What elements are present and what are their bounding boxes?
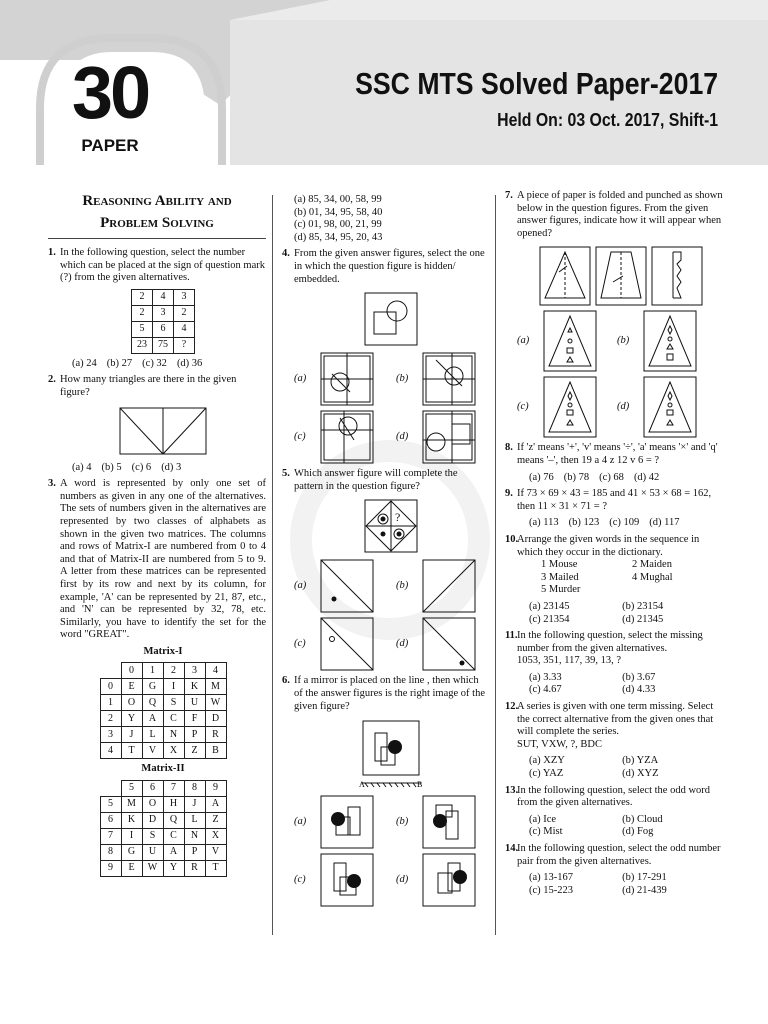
option-b[interactable]: (b) 23154 bbox=[622, 600, 664, 612]
matrix-cell: M bbox=[205, 679, 226, 695]
page-subtitle: Held On: 03 Oct. 2017, Shift-1 bbox=[497, 110, 718, 130]
mirror-b-label: B bbox=[417, 780, 423, 790]
option-a[interactable]: (a) 3.33 bbox=[529, 671, 562, 683]
matrix-header-cell: 4 bbox=[100, 743, 121, 759]
number-series: 1053, 351, 117, 39, 13, ? bbox=[517, 655, 622, 667]
matrix-cell: Y bbox=[163, 861, 184, 877]
matrix-cell: E bbox=[121, 679, 142, 695]
matrix-cell: N bbox=[184, 829, 205, 845]
matrix-cell: A bbox=[163, 845, 184, 861]
fold-figure-3 bbox=[651, 246, 703, 306]
option-a[interactable]: (a) 13-167 bbox=[529, 872, 574, 884]
number-grid bbox=[131, 289, 195, 354]
question-number: 5. bbox=[282, 468, 290, 480]
section-title-line2: Problem Solving bbox=[100, 215, 214, 231]
matrix-cell: N bbox=[163, 727, 184, 743]
option-c-label: (c) bbox=[294, 638, 306, 650]
answer-options bbox=[72, 462, 266, 475]
fold-question-figures bbox=[539, 246, 723, 306]
option-a-label: (a) bbox=[517, 335, 530, 347]
grid-cell: 4 bbox=[174, 321, 195, 337]
option-d[interactable]: (d) 4.33 bbox=[622, 684, 656, 696]
option-a-label: (a) bbox=[294, 815, 307, 827]
matrix-cell: Q bbox=[142, 695, 163, 711]
option-d[interactable]: (d) 3 bbox=[161, 461, 182, 473]
question-number: 1. bbox=[48, 247, 56, 258]
matrix-header-cell: 5 bbox=[100, 797, 121, 813]
grid-cell: 3 bbox=[153, 305, 174, 321]
option-b[interactable]: (b) Cloud bbox=[622, 813, 663, 825]
answer-figure-d[interactable] bbox=[422, 853, 476, 907]
question-number: 11. bbox=[505, 630, 518, 642]
matrix-header-cell: 7 bbox=[163, 781, 184, 797]
matrix-cell: C bbox=[163, 829, 184, 845]
answer-options bbox=[529, 755, 723, 780]
matrix-cell: L bbox=[142, 727, 163, 743]
matrix-header-cell: 1 bbox=[142, 663, 163, 679]
option-a[interactable]: (a) 4 bbox=[72, 461, 92, 473]
question-text: If 73 × 69 × 43 = 185 and 41 × 53 × 68 = 162, then 11 × 31 × 71 = ? bbox=[517, 488, 712, 512]
matrix-cell: C bbox=[163, 711, 184, 727]
matrix-cell: Z bbox=[184, 743, 205, 759]
option-d-label: (d) bbox=[396, 873, 409, 885]
matrix-cell: V bbox=[205, 845, 226, 861]
matrix-header-cell: 2 bbox=[100, 711, 121, 727]
matrix-header-cell: 6 bbox=[142, 781, 163, 797]
matrix-cell: S bbox=[163, 695, 184, 711]
option-a-label: (a) bbox=[294, 580, 307, 592]
option-d[interactable]: (d) 21345 bbox=[622, 613, 664, 625]
word-item: 1 Mouse bbox=[541, 559, 578, 571]
matrix-cell: E bbox=[121, 861, 142, 877]
matrix-header-cell bbox=[100, 663, 121, 679]
grid-cell: 6 bbox=[153, 321, 174, 337]
question-text: In the following question, select the number which can be placed at the sign of question mark (?) from the given alternatives. bbox=[60, 247, 265, 284]
question-text: In the following question, select the missing number from the given alternatives. bbox=[517, 630, 703, 654]
question-number: 3. bbox=[48, 478, 56, 490]
word-item: 3 Mailed bbox=[541, 571, 579, 583]
question-number: 2. bbox=[48, 374, 56, 386]
matrix-cell: D bbox=[142, 813, 163, 829]
matrix-header-cell: 8 bbox=[184, 781, 205, 797]
question-number: 7. bbox=[505, 190, 513, 201]
answer-figures-row bbox=[294, 410, 488, 464]
question-text: A piece of paper is folded and punched as shown below in the question figures. From the given answer figures, indicate how it will appear when opened? bbox=[517, 190, 723, 239]
question-number: 14. bbox=[505, 843, 519, 854]
option-a-label: (a) bbox=[294, 372, 307, 384]
triangle-figure bbox=[118, 406, 208, 456]
fold-figure-2 bbox=[595, 246, 647, 306]
matrix-cell: D bbox=[205, 711, 226, 727]
question-text: If a mirror is placed on the line , then which of the answer figures is the right image of the given figure? bbox=[294, 675, 485, 712]
option-c[interactable]: (c) 15-223 bbox=[529, 884, 574, 896]
matrix-2 bbox=[100, 780, 227, 877]
matrix-cell: X bbox=[163, 743, 184, 759]
paper-number: 30 bbox=[71, 51, 149, 134]
option-c[interactable]: (c) 4.67 bbox=[529, 684, 562, 696]
matrix-cell: K bbox=[121, 813, 142, 829]
question-6 bbox=[282, 675, 488, 907]
grid-cell: ? bbox=[174, 337, 195, 353]
option-d[interactable]: (d) Fog bbox=[622, 826, 654, 838]
answer-figure-a[interactable] bbox=[320, 352, 374, 406]
option-c-label: (c) bbox=[517, 401, 529, 413]
answer-figures-row bbox=[294, 617, 488, 671]
answer-figure-b[interactable] bbox=[422, 795, 476, 849]
answer-figure-b[interactable] bbox=[422, 559, 476, 613]
matrix-cell: K bbox=[184, 679, 205, 695]
option-c[interactable]: (c) YAZ bbox=[529, 768, 564, 780]
matrix-header-cell bbox=[100, 781, 121, 797]
matrix-cell: F bbox=[184, 711, 205, 727]
section-title-line1: Reasoning Ability and bbox=[82, 193, 232, 209]
answer-figure-a[interactable] bbox=[320, 559, 374, 613]
column-1 bbox=[48, 190, 266, 881]
matrix-cell: T bbox=[205, 861, 226, 877]
answer-figure-d[interactable] bbox=[643, 376, 697, 438]
matrix-header-cell: 7 bbox=[100, 829, 121, 845]
matrix-cell: G bbox=[121, 845, 142, 861]
answer-figure-b[interactable] bbox=[643, 310, 697, 372]
matrix-header-cell: 3 bbox=[184, 663, 205, 679]
question-14 bbox=[505, 843, 723, 897]
word-list bbox=[541, 559, 723, 597]
option-b[interactable]: (b) YZA bbox=[622, 755, 659, 767]
matrix-cell: P bbox=[184, 727, 205, 743]
matrix-header-cell: 9 bbox=[100, 861, 121, 877]
question-1 bbox=[48, 247, 266, 370]
answer-options bbox=[529, 672, 723, 697]
column-divider bbox=[272, 195, 273, 935]
question-mark: ? bbox=[395, 510, 401, 525]
answer-options bbox=[529, 601, 723, 626]
question-text: If 'z' means '+', 'v' means '÷', 'a' means '×' and 'q' means '–', then 19 a 4 z 12 v 6 = ? bbox=[517, 442, 718, 466]
option-b[interactable]: (b) 123 bbox=[568, 517, 600, 529]
answer-options bbox=[529, 472, 723, 485]
option-a[interactable]: (a) 113 bbox=[529, 517, 559, 529]
matrix-cell: Y bbox=[121, 711, 142, 727]
matrix-cell: H bbox=[163, 797, 184, 813]
mirror-a-label: A bbox=[359, 780, 365, 790]
answer-figure-a[interactable] bbox=[543, 310, 597, 372]
option-c-label: (c) bbox=[294, 430, 306, 442]
question-text: In the following question, select the odd number pair from the given alternatives. bbox=[517, 843, 721, 867]
matrix-header-cell: 6 bbox=[100, 813, 121, 829]
matrix-cell: R bbox=[205, 727, 226, 743]
answer-options bbox=[72, 358, 266, 371]
matrix-cell: Z bbox=[205, 813, 226, 829]
matrix-cell: X bbox=[205, 829, 226, 845]
question-4 bbox=[282, 248, 488, 464]
question-number: 9. bbox=[505, 488, 513, 500]
question-number: 4. bbox=[282, 248, 290, 260]
answer-figure-c[interactable] bbox=[320, 410, 374, 464]
matrix-cell: S bbox=[142, 829, 163, 845]
option-d-label: (d) bbox=[396, 430, 409, 442]
option-b[interactable]: (b) 27 bbox=[106, 357, 133, 369]
mirror-question-figure bbox=[359, 719, 423, 789]
section-title bbox=[48, 190, 266, 239]
paper-label: PAPER bbox=[81, 136, 139, 155]
answer-figures-row bbox=[294, 559, 488, 613]
page-header bbox=[0, 0, 768, 170]
answer-options bbox=[529, 814, 723, 839]
question-text: How many triangles are there in the given figure? bbox=[60, 374, 237, 398]
answer-figures-row bbox=[517, 310, 723, 372]
matrix-cell: A bbox=[142, 711, 163, 727]
matrix-header-cell: 0 bbox=[121, 663, 142, 679]
option-c[interactable]: (c) 32 bbox=[142, 357, 167, 369]
word-item: 2 Maiden bbox=[632, 559, 672, 571]
matrix-header-cell: 1 bbox=[100, 695, 121, 711]
answer-figures-row bbox=[294, 352, 488, 406]
option-a[interactable]: (a) 85, 34, 00, 58, 99 bbox=[294, 194, 382, 205]
grid-cell: 5 bbox=[132, 321, 153, 337]
answer-figure-d[interactable] bbox=[422, 617, 476, 671]
question-figure bbox=[364, 292, 418, 346]
word-item: 4 Mughal bbox=[632, 571, 673, 583]
question-text: A word is represented by only one set of numbers as given in any one of the alternatives. The sets of numbers given in the alternatives are represented by two classes of alphabets as shown in the given two matrices. The columns and rows of Matrix-I are numbered from 0 to 4 and that of Matrix-II are numbered from 5 to 9. A letter from these matrices can be represented first by its row and next by its column, for example, 'A' can be represented by 21, 87, etc., and 'N' can be represented by 32, 78, etc. Similarly, you have to identify the set for the word "GREAT". bbox=[60, 478, 266, 641]
answer-figures-row bbox=[517, 376, 723, 438]
answer-options bbox=[529, 517, 723, 530]
answer-figures-row bbox=[294, 853, 488, 907]
option-d[interactable]: (d) 117 bbox=[649, 517, 680, 529]
grid-cell: 2 bbox=[132, 305, 153, 321]
question-10 bbox=[505, 534, 723, 626]
matrix-cell: B bbox=[205, 743, 226, 759]
option-a[interactable]: (a) Ice bbox=[529, 813, 557, 825]
matrix-cell: T bbox=[121, 743, 142, 759]
matrix-cell: A bbox=[205, 797, 226, 813]
option-a[interactable]: (a) XZY bbox=[529, 755, 565, 767]
option-c[interactable]: (c) 21354 bbox=[529, 613, 570, 625]
question-text: Which answer figure will complete the pattern in the question figure? bbox=[294, 468, 458, 492]
column-divider bbox=[495, 195, 496, 935]
option-b-label: (b) bbox=[617, 335, 630, 347]
answer-figure-c[interactable] bbox=[320, 617, 374, 671]
option-d[interactable]: (d) 85, 34, 95, 20, 43 bbox=[294, 231, 383, 243]
matrix-cell: W bbox=[205, 695, 226, 711]
question-number: 12. bbox=[505, 701, 519, 713]
question-number: 13. bbox=[505, 784, 519, 796]
grid-cell: 2 bbox=[132, 289, 153, 305]
grid-cell: 2 bbox=[174, 305, 195, 321]
matrix-cell: U bbox=[142, 845, 163, 861]
question-text: A series is given with one term missing. Select the correct alternative from the given ones that will complete the series. bbox=[517, 701, 714, 738]
column-3 bbox=[505, 190, 723, 901]
question-number: 6. bbox=[282, 675, 290, 687]
column-2 bbox=[282, 190, 488, 911]
matrix-header-cell: 8 bbox=[100, 845, 121, 861]
question-12 bbox=[505, 701, 723, 781]
word-item: 5 Murder bbox=[541, 584, 581, 596]
option-d[interactable]: (d) XYZ bbox=[622, 768, 659, 780]
matrix-cell: G bbox=[142, 679, 163, 695]
matrix-2-title: Matrix-II bbox=[141, 763, 185, 775]
answer-figure-a[interactable] bbox=[320, 795, 374, 849]
answer-figures-row bbox=[294, 795, 488, 849]
matrix-cell: U bbox=[184, 695, 205, 711]
grid-cell: 4 bbox=[153, 289, 174, 305]
matrix-cell: I bbox=[121, 829, 142, 845]
question-3 bbox=[48, 478, 266, 877]
matrix-cell: V bbox=[142, 743, 163, 759]
question-13 bbox=[505, 785, 723, 839]
matrix-cell: J bbox=[121, 727, 142, 743]
question-7 bbox=[505, 190, 723, 438]
question-text: In the following question, select the odd word from the given alternatives. bbox=[517, 784, 711, 809]
option-b[interactable]: (b) 5 bbox=[101, 461, 122, 473]
matrix-cell: M bbox=[121, 797, 142, 813]
option-d[interactable]: (d) 21-439 bbox=[622, 884, 667, 896]
matrix-header-cell: 4 bbox=[205, 663, 226, 679]
option-d-label: (d) bbox=[617, 401, 630, 413]
option-c[interactable]: (c) Mist bbox=[529, 826, 563, 838]
option-a[interactable]: (a) 76 bbox=[529, 471, 554, 483]
option-b-label: (b) bbox=[396, 580, 409, 592]
grid-cell: 75 bbox=[153, 337, 174, 353]
matrix-1 bbox=[100, 662, 227, 759]
matrix-cell: L bbox=[184, 813, 205, 829]
question-number: 10. bbox=[505, 533, 519, 545]
answer-figure-b[interactable] bbox=[422, 352, 476, 406]
question-8 bbox=[505, 442, 723, 484]
question-2 bbox=[48, 374, 266, 474]
option-a[interactable]: (a) 24 bbox=[72, 357, 97, 369]
option-b[interactable]: (b) 3.67 bbox=[622, 671, 656, 683]
question-text: From the given answer figures, select the one in which the question figure is hidden/ embedded. bbox=[294, 248, 485, 285]
fold-figure-1 bbox=[539, 246, 591, 306]
option-a[interactable]: (a) 23145 bbox=[529, 600, 570, 612]
question-9 bbox=[505, 488, 723, 530]
option-c[interactable]: (c) 109 bbox=[609, 517, 640, 529]
pattern-figure bbox=[364, 499, 418, 553]
option-d[interactable]: (d) 42 bbox=[633, 471, 660, 483]
matrix-cell: P bbox=[184, 845, 205, 861]
option-d-label: (d) bbox=[396, 638, 409, 650]
answer-figure-c[interactable] bbox=[320, 853, 374, 907]
question-5 bbox=[282, 468, 488, 671]
page-title: SSC MTS Solved Paper-2017 bbox=[354, 66, 718, 101]
option-d[interactable]: (d) 36 bbox=[176, 357, 203, 369]
option-c[interactable]: (c) 6 bbox=[131, 461, 152, 473]
matrix-header-cell: 2 bbox=[163, 663, 184, 679]
matrix-cell: J bbox=[184, 797, 205, 813]
matrix-cell: O bbox=[121, 695, 142, 711]
matrix-cell: R bbox=[184, 861, 205, 877]
letter-series: SUT, VXW, ?, BDC bbox=[517, 738, 602, 750]
matrix-1-title: Matrix-I bbox=[143, 645, 183, 657]
grid-cell: 23 bbox=[132, 337, 153, 353]
matrix-cell: W bbox=[142, 861, 163, 877]
option-c[interactable]: (c) 01, 98, 00, 21, 99 bbox=[294, 219, 382, 231]
matrix-header-cell: 5 bbox=[121, 781, 142, 797]
answer-figure-d[interactable] bbox=[422, 410, 476, 464]
matrix-cell: O bbox=[142, 797, 163, 813]
pattern-figure-svg bbox=[364, 499, 418, 553]
option-b[interactable]: (b) 01, 34, 95, 58, 40 bbox=[294, 206, 383, 218]
answer-options bbox=[529, 872, 723, 897]
matrix-header-cell: 9 bbox=[205, 781, 226, 797]
matrix-header-cell: 0 bbox=[100, 679, 121, 695]
question-text: Arrange the given words in the sequence in which they occur in the dictionary. bbox=[517, 533, 700, 558]
q3-answer-options bbox=[294, 194, 488, 244]
answer-figure-c[interactable] bbox=[543, 376, 597, 438]
option-c-label: (c) bbox=[294, 873, 306, 885]
question-11 bbox=[505, 630, 723, 697]
paper-badge bbox=[62, 51, 158, 156]
matrix-cell: I bbox=[163, 679, 184, 695]
option-c[interactable]: (c) 68 bbox=[599, 471, 624, 483]
option-b[interactable]: (b) 78 bbox=[563, 471, 590, 483]
option-b-label: (b) bbox=[396, 815, 409, 827]
question-number: 8. bbox=[505, 442, 513, 454]
grid-cell: 3 bbox=[174, 289, 195, 305]
option-b-label: (b) bbox=[396, 372, 409, 384]
matrix-cell: Q bbox=[163, 813, 184, 829]
option-b[interactable]: (b) 17-291 bbox=[622, 872, 667, 884]
matrix-header-cell: 3 bbox=[100, 727, 121, 743]
